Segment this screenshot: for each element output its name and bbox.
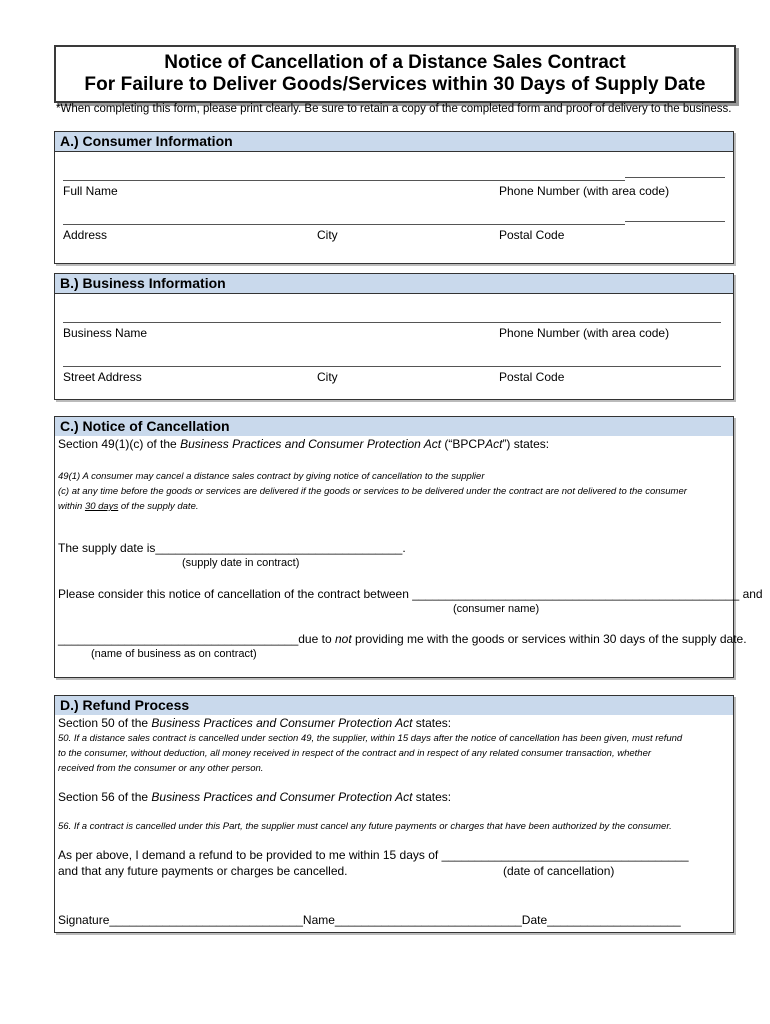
intro-act2: Act bbox=[485, 437, 503, 451]
due-post: providing me with the goods or services within 30 days of the supply date. bbox=[351, 632, 747, 646]
consumer-name-field[interactable]: Please consider this notice of cancellation of the contract between _________________________________________________ and bbox=[58, 587, 763, 601]
due-not: not bbox=[334, 632, 352, 646]
section-56-text: 56. If a contract is cancelled under this Part, the supplier must cancel any future payments or charges that have been authorized by the consumer. bbox=[58, 821, 672, 832]
s50-line-1: 50. If a distance sales contract is cancelled under section 49, the supplier, within 15 days after the notice of cancellation has been given, must refund bbox=[58, 733, 683, 744]
cancellation-date-field[interactable]: As per above, I demand a refund to be provided to me within 15 days of _____________________________________ bbox=[58, 848, 689, 862]
section-a-heading: A.) Consumer Information bbox=[55, 132, 733, 152]
full-name-label: Full Name bbox=[63, 184, 118, 198]
section-notice-of-cancellation bbox=[54, 416, 763, 678]
supply-date-hint: (supply date in contract) bbox=[182, 557, 300, 569]
consumer-name-hint: (consumer name) bbox=[453, 603, 540, 615]
intro-mid: (“BPCP bbox=[441, 437, 486, 451]
business-phone-label: Phone Number (with area code) bbox=[499, 326, 670, 340]
section-d-heading: D.) Refund Process bbox=[55, 696, 733, 715]
consumer-postal-label: Postal Code bbox=[499, 228, 565, 242]
section-50-intro: Section 50 of the Business Practices and Consumer Protection Act states: bbox=[58, 716, 452, 730]
form-title-line2: For Failure to Deliver Goods/Services within 30 Days of Supply Date bbox=[84, 74, 706, 95]
intro-pre: Section 49(1)(c) of the bbox=[58, 437, 181, 451]
section-56-intro: Section 56 of the Business Practices and Consumer Protection Act states: bbox=[58, 790, 452, 804]
law-line-3: within 30 days of the supply date. bbox=[58, 501, 199, 512]
form-title-line1: Notice of Cancellation of a Distance Sales Contract bbox=[164, 52, 626, 73]
address-field[interactable] bbox=[63, 224, 625, 225]
s50-line-3: received from the consumer or any other person. bbox=[58, 763, 264, 774]
business-name-label: Business Name bbox=[63, 326, 148, 340]
business-name-hint: (name of business as on contract) bbox=[91, 648, 257, 660]
section-49-text bbox=[58, 469, 728, 514]
law-line-1: 49(1) A consumer may cancel a distance sales contract by giving notice of cancellation to the supplier bbox=[58, 471, 485, 482]
street-address-field[interactable] bbox=[63, 366, 721, 367]
full-name-field[interactable] bbox=[63, 180, 625, 181]
cancellation-date-hint: (date of cancellation) bbox=[503, 864, 615, 878]
section-business-information bbox=[54, 273, 734, 400]
section-consumer-information bbox=[54, 131, 734, 264]
section-50-text bbox=[58, 731, 730, 776]
form-title-box bbox=[54, 45, 736, 103]
business-city-label: City bbox=[317, 370, 338, 384]
intro-act: Business Practices and Consumer Protection Act bbox=[180, 437, 442, 451]
consumer-postal-field[interactable] bbox=[625, 221, 725, 222]
section-c-heading: C.) Notice of Cancellation bbox=[55, 417, 733, 436]
business-name-due-field[interactable] bbox=[58, 632, 747, 646]
section-refund-process bbox=[54, 695, 734, 933]
consumer-city-label: City bbox=[317, 228, 338, 242]
signature-line[interactable]: Signature_____________________________Name____________________________Date____________________ bbox=[58, 913, 681, 927]
section-c-intro bbox=[58, 437, 549, 451]
intro-post: ”) states: bbox=[502, 437, 550, 451]
business-postal-label: Postal Code bbox=[499, 370, 565, 384]
section-b-heading: B.) Business Information bbox=[55, 274, 733, 294]
business-name-field[interactable] bbox=[63, 322, 721, 323]
consumer-phone-field[interactable] bbox=[625, 177, 725, 178]
s50-line-2: to the consumer, without deduction, all money received in respect of the contract and in respect of any related consumer transaction, whether bbox=[58, 748, 652, 759]
address-label: Address bbox=[63, 228, 108, 242]
supply-date-field[interactable]: The supply date is_____________________________________. bbox=[58, 541, 406, 555]
due-pre: ____________________________________due to bbox=[58, 632, 335, 646]
demand-line-2: and that any future payments or charges be cancelled. bbox=[58, 864, 348, 878]
street-address-label: Street Address bbox=[63, 370, 142, 384]
instruction-note: *When completing this form, please print clearly. Be sure to retain a copy of the completed form and proof of delivery to the business. bbox=[56, 103, 732, 115]
consumer-phone-label: Phone Number (with area code) bbox=[499, 184, 670, 198]
law-line-2: (c) at any time before the goods or services are delivered if the goods or services to be delivered under the contract are not delivered to the consumer bbox=[58, 486, 687, 497]
